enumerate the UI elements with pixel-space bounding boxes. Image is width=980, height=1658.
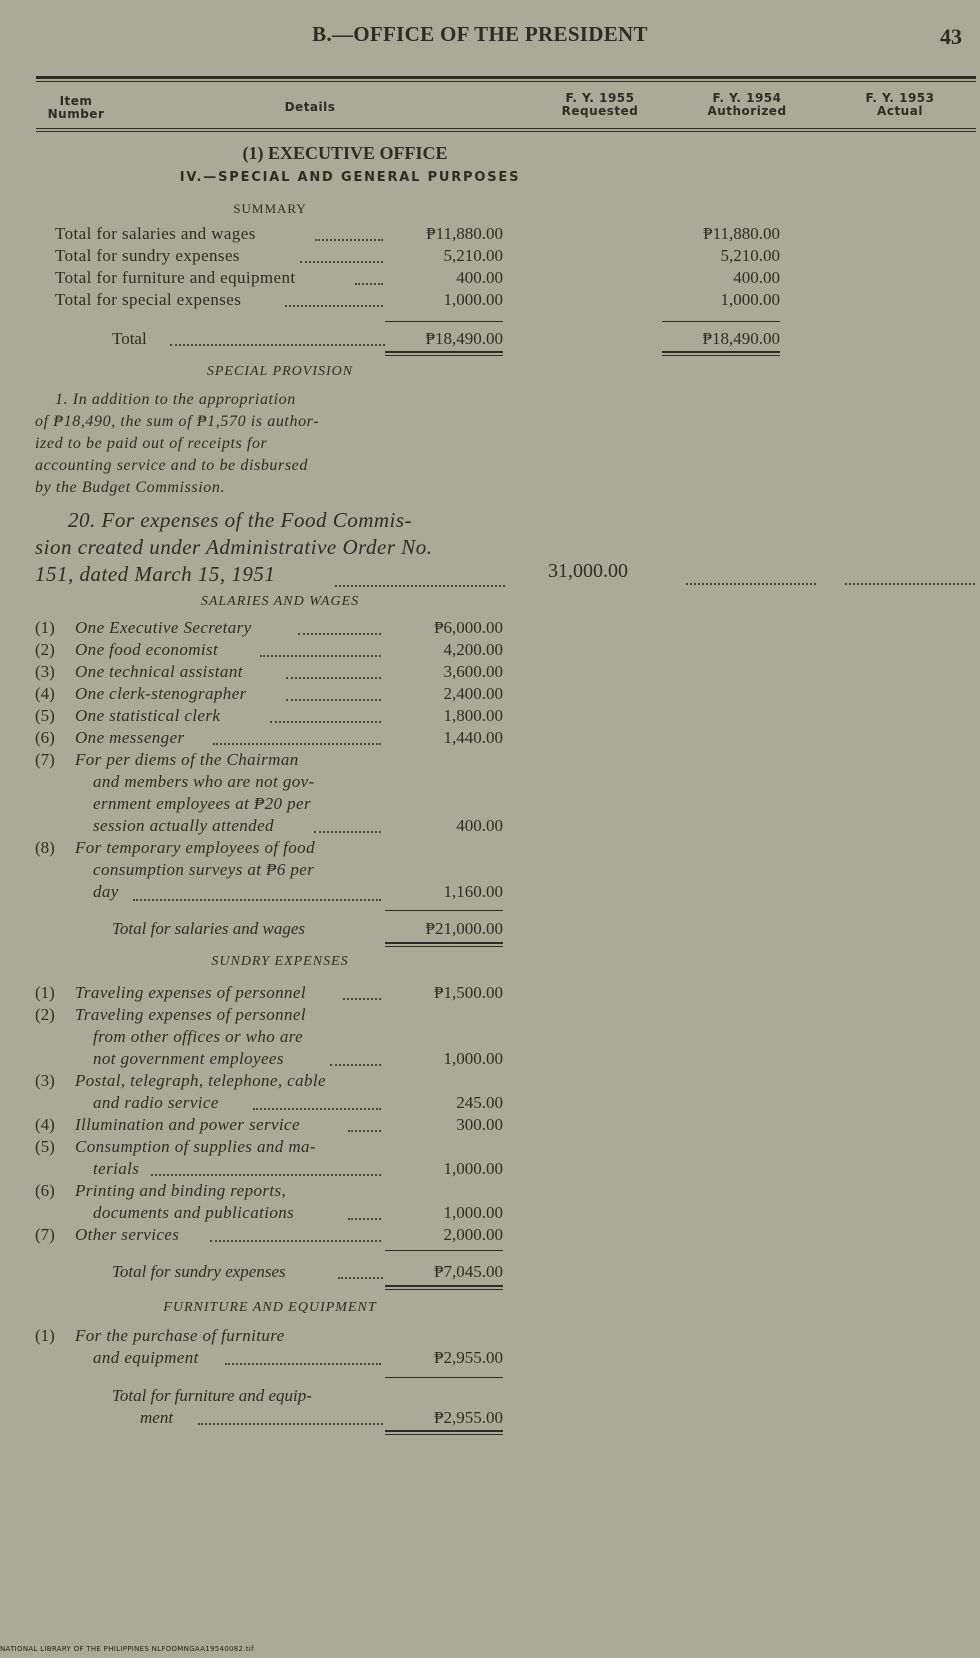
section-subtitle: IV.—SPECIAL AND GENERAL PURPOSES bbox=[179, 170, 521, 185]
header-rule-bottom bbox=[36, 128, 976, 129]
sundry-item-text: Postal, telegraph, telephone, cable bbox=[75, 1071, 326, 1090]
furniture-item-text: For the purchase of furniture bbox=[75, 1326, 285, 1345]
salaries-item-leader bbox=[213, 743, 381, 745]
sundry-item-amount: 1,000.00 bbox=[443, 1049, 503, 1068]
furniture-total-label-2: ment bbox=[140, 1408, 174, 1427]
salaries-total-double-rule bbox=[385, 942, 503, 947]
item-20-actual-blank bbox=[845, 583, 975, 585]
sundry-item-text: Illumination and power service bbox=[75, 1115, 300, 1134]
header-rule-top bbox=[36, 76, 976, 79]
furniture-total-label-1: Total for furniture and equip- bbox=[112, 1386, 312, 1405]
salaries-item-text: For temporary employees of food bbox=[75, 838, 315, 857]
sundry-item-amount: 2,000.00 bbox=[443, 1225, 503, 1244]
item-20-line: 20. For expenses of the Food Commis- bbox=[68, 508, 413, 532]
salaries-item-leader bbox=[314, 831, 381, 833]
furniture-subtotal-rule bbox=[385, 1377, 503, 1378]
item-20-line: 151, dated March 15, 1951 bbox=[35, 562, 276, 586]
salaries-item-text: day bbox=[93, 882, 119, 901]
summary-total-requested: ₱18,490.00 bbox=[425, 329, 503, 348]
summary-row-requested: 400.00 bbox=[456, 268, 503, 287]
furniture-item-text: and equipment bbox=[93, 1348, 199, 1367]
sundry-item-number: (5) bbox=[35, 1137, 55, 1156]
sundry-subtotal-rule bbox=[385, 1250, 503, 1251]
column-header-fy1955: F. Y. 1955 Requested bbox=[561, 91, 639, 118]
summary-row-leader bbox=[300, 261, 383, 263]
furniture-total-leader bbox=[198, 1423, 383, 1425]
special-provision-heading: SPECIAL PROVISION bbox=[206, 364, 354, 379]
salaries-item-number: (6) bbox=[35, 728, 55, 747]
salaries-item-text: One statistical clerk bbox=[75, 706, 221, 725]
furniture-total-double-rule bbox=[385, 1430, 503, 1435]
sundry-item-leader bbox=[348, 1130, 381, 1132]
summary-total-double-rule-fy1954 bbox=[662, 351, 780, 356]
column-header-item: Item Number bbox=[47, 94, 105, 121]
salaries-item-text: One Executive Secretary bbox=[75, 618, 252, 637]
column-header-details: Details bbox=[284, 100, 336, 114]
sundry-item-number: (1) bbox=[35, 983, 55, 1002]
sundry-item-amount: 245.00 bbox=[456, 1093, 503, 1112]
salaries-item-text: consumption surveys at ₱6 per bbox=[93, 860, 315, 879]
column-header-fy1954: F. Y. 1954 Authorized bbox=[707, 91, 787, 118]
salaries-item-number: (3) bbox=[35, 662, 55, 681]
summary-row-label: Total for sundry expenses bbox=[55, 246, 240, 265]
summary-row-authorized: 1,000.00 bbox=[720, 290, 780, 309]
furniture-item-leader bbox=[225, 1363, 381, 1365]
sundry-item-text: not government employees bbox=[93, 1049, 284, 1068]
sundry-item-text: Other services bbox=[75, 1225, 180, 1244]
salaries-item-amount: 1,440.00 bbox=[443, 728, 503, 747]
special-provision-line: of ₱18,490, the sum of ₱1,570 is author- bbox=[35, 413, 320, 430]
sundry-item-leader bbox=[330, 1064, 381, 1066]
sundry-item-leader bbox=[151, 1174, 381, 1176]
sundry-total-label: Total for sundry expenses bbox=[112, 1262, 286, 1281]
furniture-total: ₱2,955.00 bbox=[434, 1408, 503, 1427]
sundry-item-number: (2) bbox=[35, 1005, 55, 1024]
salaries-heading: SALARIES AND WAGES bbox=[200, 594, 360, 609]
sundry-item-leader bbox=[253, 1108, 381, 1110]
salaries-item-leader bbox=[298, 633, 381, 635]
summary-subtotal-rule-fy1954 bbox=[662, 321, 780, 322]
sundry-item-text: terials bbox=[93, 1159, 140, 1178]
special-provision-line: ized to be paid out of receipts for bbox=[35, 435, 268, 452]
salaries-item-amount: 1,160.00 bbox=[443, 882, 503, 901]
furniture-heading: FURNITURE AND EQUIPMENT bbox=[163, 1300, 377, 1315]
salaries-item-number: (8) bbox=[35, 838, 55, 857]
sundry-item-amount: 300.00 bbox=[456, 1115, 503, 1134]
sundry-item-number: (6) bbox=[35, 1181, 55, 1200]
salaries-item-amount: 2,400.00 bbox=[443, 684, 503, 703]
salaries-item-number: (2) bbox=[35, 640, 55, 659]
summary-total-label: Total bbox=[112, 329, 147, 348]
salaries-item-number: (5) bbox=[35, 706, 55, 725]
salaries-total-label: Total for salaries and wages bbox=[112, 919, 306, 938]
summary-total-authorized: ₱18,490.00 bbox=[702, 329, 780, 348]
sundry-item-text: from other offices or who are bbox=[93, 1027, 304, 1046]
sundry-item-leader bbox=[343, 998, 381, 1000]
special-provision-line: 1. In addition to the appropriation bbox=[55, 391, 296, 408]
summary-total-double-rule bbox=[385, 351, 503, 356]
salaries-total: ₱21,000.00 bbox=[425, 919, 503, 938]
summary-row-requested: 5,210.00 bbox=[443, 246, 503, 265]
salaries-item-number: (1) bbox=[35, 618, 55, 637]
salaries-item-amount: 1,800.00 bbox=[443, 706, 503, 725]
salaries-item-text: and members who are not gov- bbox=[93, 772, 315, 791]
salaries-item-leader bbox=[260, 655, 381, 657]
summary-row-leader bbox=[355, 283, 383, 285]
sundry-item-text: Traveling expenses of personnel bbox=[75, 1005, 307, 1024]
sundry-item-number: (4) bbox=[35, 1115, 55, 1134]
salaries-item-amount: 4,200.00 bbox=[443, 640, 503, 659]
summary-total-leader bbox=[170, 344, 385, 346]
summary-subtotal-rule bbox=[385, 321, 503, 322]
salaries-item-amount: ₱6,000.00 bbox=[434, 618, 503, 637]
summary-row-authorized: ₱11,880.00 bbox=[703, 224, 780, 243]
sundry-item-text: Consumption of supplies and ma- bbox=[75, 1137, 316, 1156]
item-20-requested: 31,000.00 bbox=[548, 560, 628, 582]
salaries-subtotal-rule bbox=[385, 910, 503, 911]
salaries-item-text: One clerk-stenographer bbox=[75, 684, 247, 703]
salaries-item-text: ernment employees at ₱20 per bbox=[93, 794, 311, 813]
page-number: 43 bbox=[940, 24, 962, 49]
column-header-fy1953: F. Y. 1953 Actual bbox=[865, 91, 935, 118]
sundry-item-leader bbox=[348, 1218, 381, 1220]
summary-row-authorized: 400.00 bbox=[733, 268, 780, 287]
sundry-total: ₱7,045.00 bbox=[434, 1262, 503, 1281]
sundry-item-text: and radio service bbox=[93, 1093, 219, 1112]
summary-row-label: Total for salaries and wages bbox=[55, 224, 256, 243]
summary-heading: SUMMARY bbox=[233, 201, 307, 216]
page-title: B.—OFFICE OF THE PRESIDENT bbox=[312, 22, 648, 46]
salaries-item-text: One technical assistant bbox=[75, 662, 243, 681]
archive-footer: NATIONAL LIBRARY OF THE PHILIPPINES NLFOOMNGAA19540082.tif bbox=[0, 1645, 254, 1653]
special-provision-line: by the Budget Commission. bbox=[35, 479, 226, 496]
sundry-total-double-rule bbox=[385, 1285, 503, 1290]
sundry-item-amount: 1,000.00 bbox=[443, 1203, 503, 1222]
sundry-item-number: (7) bbox=[35, 1225, 55, 1244]
summary-row-leader bbox=[315, 239, 383, 241]
item-20-authorized-blank bbox=[686, 583, 816, 585]
salaries-item-leader bbox=[133, 899, 381, 901]
salaries-item-text: One messenger bbox=[75, 728, 185, 747]
item-20-leader bbox=[335, 585, 505, 587]
summary-row-requested: ₱11,880.00 bbox=[426, 224, 503, 243]
sundry-heading: SUNDRY EXPENSES bbox=[211, 954, 349, 969]
sundry-item-text: Printing and binding reports, bbox=[75, 1181, 287, 1200]
salaries-item-leader bbox=[270, 721, 381, 723]
summary-row-label: Total for furniture and equipment bbox=[55, 268, 296, 287]
sundry-item-text: documents and publications bbox=[93, 1203, 295, 1222]
salaries-item-number: (4) bbox=[35, 684, 55, 703]
summary-row-leader bbox=[285, 305, 383, 307]
sundry-item-number: (3) bbox=[35, 1071, 55, 1090]
summary-row-authorized: 5,210.00 bbox=[720, 246, 780, 265]
section-title: (1) EXECUTIVE OFFICE bbox=[242, 143, 448, 163]
summary-row-label: Total for special expenses bbox=[55, 290, 242, 309]
salaries-item-text: One food economist bbox=[75, 640, 219, 659]
salaries-item-amount: 400.00 bbox=[456, 816, 503, 835]
sundry-item-leader bbox=[210, 1240, 381, 1242]
sundry-total-leader bbox=[338, 1277, 383, 1279]
salaries-item-leader bbox=[286, 699, 381, 701]
sundry-item-amount: 1,000.00 bbox=[443, 1159, 503, 1178]
sundry-item-text: Traveling expenses of personnel bbox=[75, 983, 307, 1002]
summary-row-requested: 1,000.00 bbox=[443, 290, 503, 309]
furniture-item-number: (1) bbox=[35, 1326, 55, 1345]
header-rule-bottom-2 bbox=[36, 131, 976, 132]
sundry-item-amount: ₱1,500.00 bbox=[434, 983, 503, 1002]
salaries-item-leader bbox=[286, 677, 381, 679]
furniture-item-amount: ₱2,955.00 bbox=[434, 1348, 503, 1367]
header-rule-top-thin bbox=[36, 81, 976, 82]
salaries-item-amount: 3,600.00 bbox=[443, 662, 503, 681]
salaries-item-text: session actually attended bbox=[93, 816, 274, 835]
special-provision-line: accounting service and to be disbursed bbox=[35, 457, 308, 474]
item-20-line: sion created under Administrative Order No. bbox=[35, 535, 433, 559]
salaries-item-number: (7) bbox=[35, 750, 55, 769]
salaries-item-text: For per diems of the Chairman bbox=[75, 750, 299, 769]
